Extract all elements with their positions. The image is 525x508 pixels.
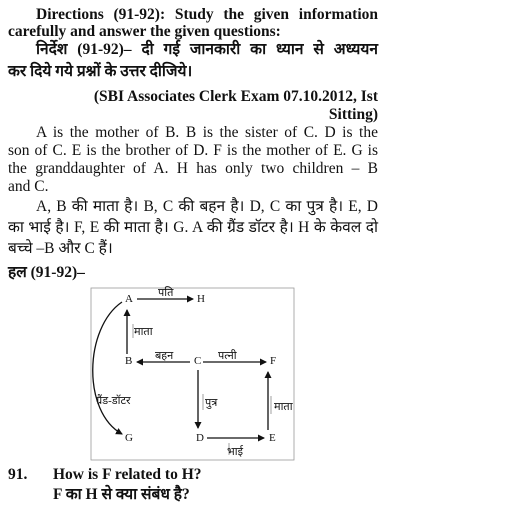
- passage-hi-line-1: A, B की माता है। B, C की बहन है। D, C का पुत्र है। E, D: [36, 198, 378, 215]
- node-f: F: [270, 355, 277, 367]
- question-number: 91.: [8, 466, 28, 483]
- directions-line-2: carefully and answer the given questions:: [8, 23, 281, 40]
- question-text-hi: F का H से क्या संबंध है?: [53, 486, 190, 503]
- passage-en-line-2: son of C. E is the brother of D. F is the mother of E. G is: [8, 142, 378, 159]
- passage-hi-line-3: बच्चे –B और C हैं।: [8, 240, 113, 257]
- node-h: H: [197, 293, 205, 305]
- hindi-directions-line-2: कर दिये गये प्रश्नों के उत्तर दीजिये।: [8, 63, 193, 80]
- label-putra: पुत्र: [205, 397, 218, 409]
- node-d: D: [196, 432, 204, 444]
- label-pati: पति: [158, 287, 174, 299]
- node-c: C: [194, 355, 202, 367]
- arrow-a-to-g-curve: [93, 302, 122, 434]
- node-b: B: [125, 355, 133, 367]
- node-a: A: [125, 293, 133, 305]
- node-g: G: [125, 432, 133, 444]
- label-bhai: भाई: [227, 446, 243, 458]
- passage-en-line-4: and C.: [8, 178, 49, 195]
- label-granddaughter: ग्रैंड-डॉटर: [96, 395, 131, 407]
- passage-en-line-3: the granddaughter of A. H has only two children – B: [8, 160, 378, 177]
- solution-label: हल (91-92)–: [8, 264, 85, 281]
- node-e: E: [269, 432, 276, 444]
- label-mata-2: माता: [274, 401, 293, 413]
- exam-source-line-1: (SBI Associates Clerk Exam 07.10.2012, Ist: [93, 88, 378, 105]
- passage-hi-line-2: का भाई है। F, E की माता है। G. A की ग्रैंड डॉटर है। H के केवल दो: [8, 219, 378, 236]
- directions-line-1: Directions (91-92): Study the given information: [36, 6, 378, 23]
- exam-source-line-2: Sitting): [328, 106, 378, 123]
- hindi-directions-line-1: निर्देश (91-92)– दी गई जानकारी का ध्यान से अध्ययन: [36, 41, 378, 58]
- label-mata-1: माता: [134, 326, 153, 338]
- question-text-en: How is F related to H?: [53, 466, 202, 483]
- passage-en-line-1: A is the mother of B. B is the sister of C. D is the: [36, 124, 378, 141]
- label-bahan: बहन: [155, 350, 174, 362]
- label-patni: पत्नी: [218, 350, 237, 362]
